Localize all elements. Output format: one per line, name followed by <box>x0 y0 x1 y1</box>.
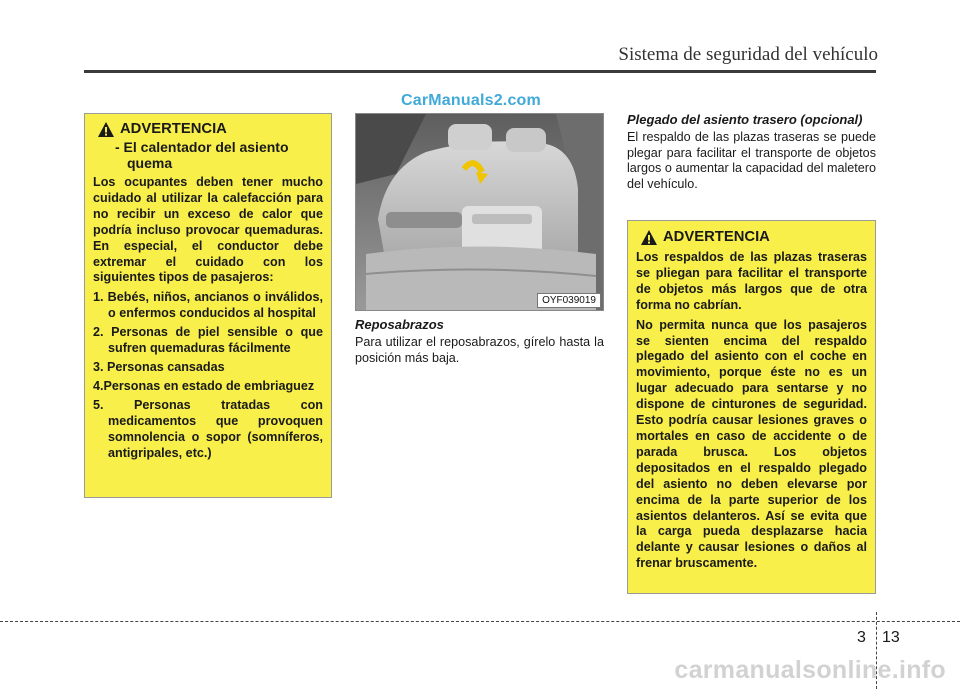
list-item: 4.Personas en estado de embriaguez <box>93 378 315 393</box>
warning-paragraph: No permita nunca que los pasajeros se sienten encima del respaldo plegado del asiento con el coche en movimiento, porque éste no es un lugar adecuado para sentarse y no dispone de cinturones de seguridad. Esto podría causar lesiones graves o mortales en caso de accidente o de parada brusca. Los objetos depositados en el respaldo plegado del asiento no deben elevarse por encima de la parte superior de los asientos delanteros. Así se evita que la carga pueda desplazarse hacia delante y causar lesiones o daños al frenar bruscamente. <box>636 317 867 571</box>
warning-subtitle: - El calentador del asiento quema <box>115 139 289 171</box>
armrest-heading: Reposabrazos <box>355 317 444 332</box>
header-rule <box>84 70 876 73</box>
chapter-number: 3 <box>857 629 866 646</box>
list-item: 1. Bebés, niños, ancianos o inválidos, o enfermos conducidos al hospital <box>93 290 323 321</box>
rear-seat-armrest-photo <box>355 113 604 311</box>
list-item: 2. Personas de piel sensible o que sufren quemaduras fácilmente <box>93 325 323 356</box>
armrest-section <box>355 317 604 366</box>
fold-seat-section <box>627 112 876 192</box>
fold-seat-body: El respaldo de las plazas traseras se puede plegar para facilitar el transporte de objetos largos o aumentar la capacidad del maletero del vehículo. <box>627 130 876 191</box>
fold-seat-warning-box <box>627 220 876 594</box>
fold-seat-heading: Plegado del asiento trasero (opcional) <box>627 112 863 127</box>
armrest-body: Para utilizar el reposabrazos, gírelo hasta la posición más baja. <box>355 335 604 365</box>
list-item: 5. Personas tratadas con medicamentos que provoquen somnolencia o sopor (somníferos, antigripales, etc.) <box>93 397 323 460</box>
list-item: 3. Personas cansadas <box>93 359 225 374</box>
heated-seat-warning-box <box>84 113 332 498</box>
warning-paragraph: Los respaldos de las plazas traseras se pliegan para facilitar el transporte de objetos más largos que de otra forma no cabrían. <box>636 250 867 312</box>
watermark-top[interactable]: CarManuals2.com <box>401 92 541 109</box>
warning-header <box>640 229 867 246</box>
page-number: 13 <box>882 629 900 646</box>
warning-title: ADVERTENCIA <box>120 120 227 137</box>
warning-intro: Los ocupantes deben tener mucho cuidado al utilizar la calefacción para no recibir un exceso de calor que podría incluso provocar quemaduras. En especial, el conductor debe extremar el cuidado con los siguientes tipos de pasajeros: <box>93 175 323 285</box>
warning-triangle-icon <box>97 121 115 138</box>
watermark-bottom[interactable]: carmanualsonline.info <box>674 656 946 684</box>
warning-triangle-icon <box>640 229 658 246</box>
footer-rule <box>0 621 960 622</box>
warning-header <box>97 121 323 138</box>
section-title: Sistema de seguridad del vehículo <box>618 44 878 65</box>
rear-seat-illustration <box>356 114 604 311</box>
warning-title: ADVERTENCIA <box>663 228 770 245</box>
photo-code-label: OYF039019 <box>537 293 601 308</box>
